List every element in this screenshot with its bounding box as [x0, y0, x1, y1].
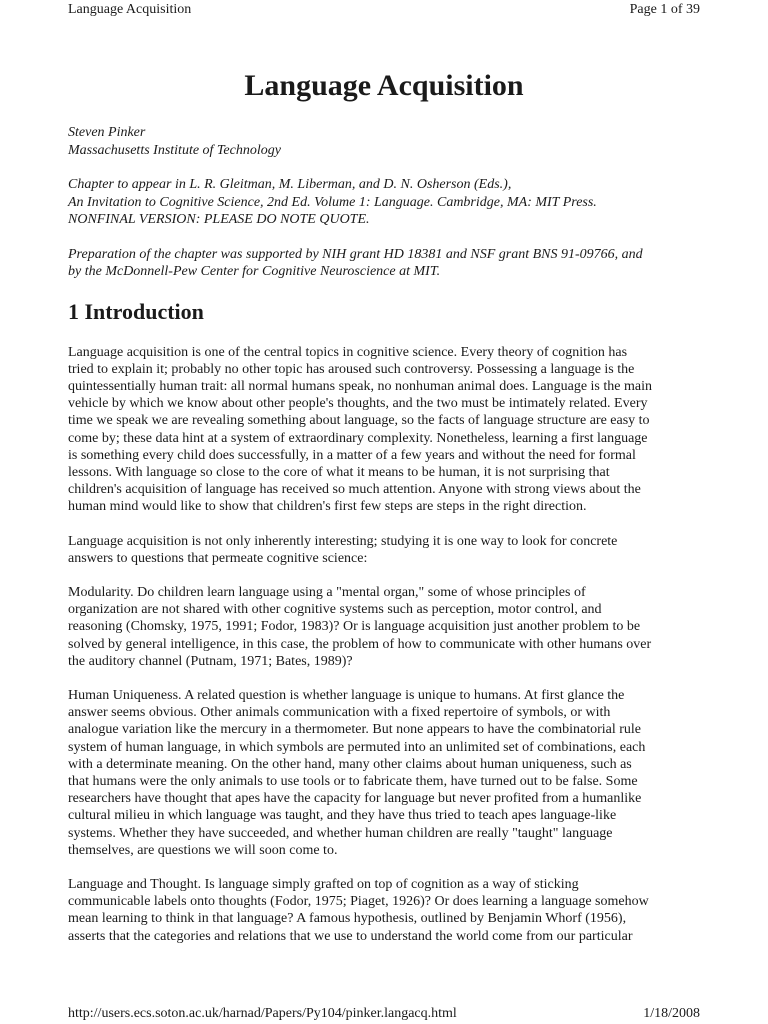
paragraph-line: mean learning to think in that language? A famous hypothesis, outlined by Benjamin Whorf (1956),: [68, 911, 627, 927]
paragraph-line: organization are not shared with other cognitive systems such as perception, motor control, and: [68, 602, 602, 618]
paragraph-line: quintessentially human trait: all normal humans speak, no nonhuman animal does. Language is the main: [68, 378, 652, 394]
paragraph-line: children's acquisition of language has received so much attention. Anyone with strong views about the: [68, 482, 641, 498]
page-title: Language Acquisition: [244, 69, 524, 102]
body-paragraph: [68, 687, 700, 859]
paragraph-line: is something every child does successfully, in a matter of a few years and without the need for formal: [68, 447, 636, 463]
author-block: [68, 124, 700, 159]
paragraph-line: system of human language, in which symbols are permuted into an unlimited set of combinations, each: [68, 739, 646, 755]
footer-url: http://users.ecs.soton.ac.uk/harnad/Papers/Py104/pinker.langacq.html: [68, 1006, 457, 1021]
chapter-note: [68, 176, 700, 229]
paragraph-line: that humans were the only animals to use tools or to fabricate them, have turned out to be false. Some: [68, 773, 638, 789]
paragraph-line: answers to questions that permeate cognitive science:: [68, 550, 368, 566]
chapter-note-line: An Invitation to Cognitive Science, 2nd Ed. Volume 1: Language. Cambridge, MA: MIT Press.: [68, 194, 597, 210]
header-doc-title: Language Acquisition: [68, 2, 192, 17]
body-paragraph: [68, 876, 700, 945]
paragraph-line: the auditory channel (Putnam, 1971; Bates, 1989)?: [68, 653, 353, 669]
section-heading-introduction: 1 Introduction: [68, 298, 204, 324]
paragraph-line: cultural milieu in which language was taught, and they have thus tried to teach apes language-like: [68, 808, 617, 824]
funding-note-line: Preparation of the chapter was supported by NIH grant HD 18381 and NSF grant BNS 91-09766, and: [68, 246, 643, 262]
body-paragraph: [68, 533, 700, 567]
paragraph-line: asserts that the categories and relations that we use to understand the world come from our particular: [68, 928, 633, 944]
paragraph-line: themselves, are questions we will soon come to.: [68, 842, 338, 858]
funding-note: [68, 246, 700, 281]
document-body: [68, 66, 700, 962]
author-name: Steven Pinker: [68, 125, 146, 140]
paragraph-line: solved by general intelligence, in this case, the problem of how to communicate with other humans over: [68, 636, 652, 652]
introduction-text: [68, 344, 700, 945]
paragraph-line: analogue variation like the mercury in a thermometer. But none appears to have the combinatorial rule: [68, 722, 642, 738]
paragraph-line: time we speak we are revealing something about language, so the facts of language structure are easy to: [68, 413, 650, 429]
paragraph-line: communicable labels onto thoughts (Fodor, 1975; Piaget, 1926)? Or does learning a language somehow: [68, 894, 649, 910]
chapter-note-line: NONFINAL VERSION: PLEASE DO NOTE QUOTE.: [68, 212, 370, 227]
paragraph-line: Language acquisition is one of the central topics in cognitive science. Every theory of cognition has: [68, 344, 628, 360]
paragraph-line: lessons. With language so close to the core of what it means to be human, it is not surprising that: [68, 464, 610, 480]
header-page-number: Page 1 of 39: [629, 2, 700, 17]
body-paragraph: [68, 344, 700, 516]
paragraph-line: vehicle by which we know about other people's thoughts, and the two must be intimately related. Every: [68, 396, 648, 412]
paragraph-line: reasoning (Chomsky, 1975, 1991; Fodor, 1983)? Or is language acquisition just another problem to be: [68, 619, 641, 635]
paragraph-line: systems. Whether they have succeeded, and whether human children are really "taught" language: [68, 825, 613, 841]
print-header: [68, 2, 700, 20]
paragraph-line: human mind would like to show that children's first few steps are steps in the right direction.: [68, 499, 587, 515]
funding-note-line: by the McDonnell-Pew Center for Cognitive Neuroscience at MIT.: [68, 264, 441, 279]
paragraph-line: with a determinate meaning. On the other hand, many other claims about human uniqueness, such as: [68, 756, 632, 772]
print-footer: [68, 1006, 700, 1024]
paragraph-line: tried to explain it; probably no other topic has aroused such controversy. Possessing a language is the: [68, 361, 635, 377]
chapter-note-line: Chapter to appear in L. R. Gleitman, M. Liberman, and D. N. Osherson (Eds.),: [68, 177, 512, 192]
paragraph-line: Language and Thought. Is language simply grafted on top of cognition as a way of sticking: [68, 876, 579, 892]
paragraph-line: Language acquisition is not only inherently interesting; studying it is one way to look for concrete: [68, 533, 618, 549]
author-affiliation: Massachusetts Institute of Technology: [68, 142, 281, 158]
body-paragraph: [68, 584, 700, 670]
paragraph-line: Human Uniqueness. A related question is whether language is unique to humans. At first glance the: [68, 687, 625, 703]
paragraph-line: Modularity. Do children learn language using a "mental organ," some of whose principles of: [68, 584, 586, 600]
paragraph-line: come by; these data hint at a system of extraordinary complexity. Nonetheless, learning a first language: [68, 430, 648, 446]
paragraph-line: answer seems obvious. Other animals communication with a fixed repertoire of symbols, or with: [68, 705, 611, 721]
paragraph-line: researchers have thought that apes have the capacity for language but never profited from a humanlike: [68, 791, 642, 807]
footer-date: 1/18/2008: [643, 1006, 700, 1021]
